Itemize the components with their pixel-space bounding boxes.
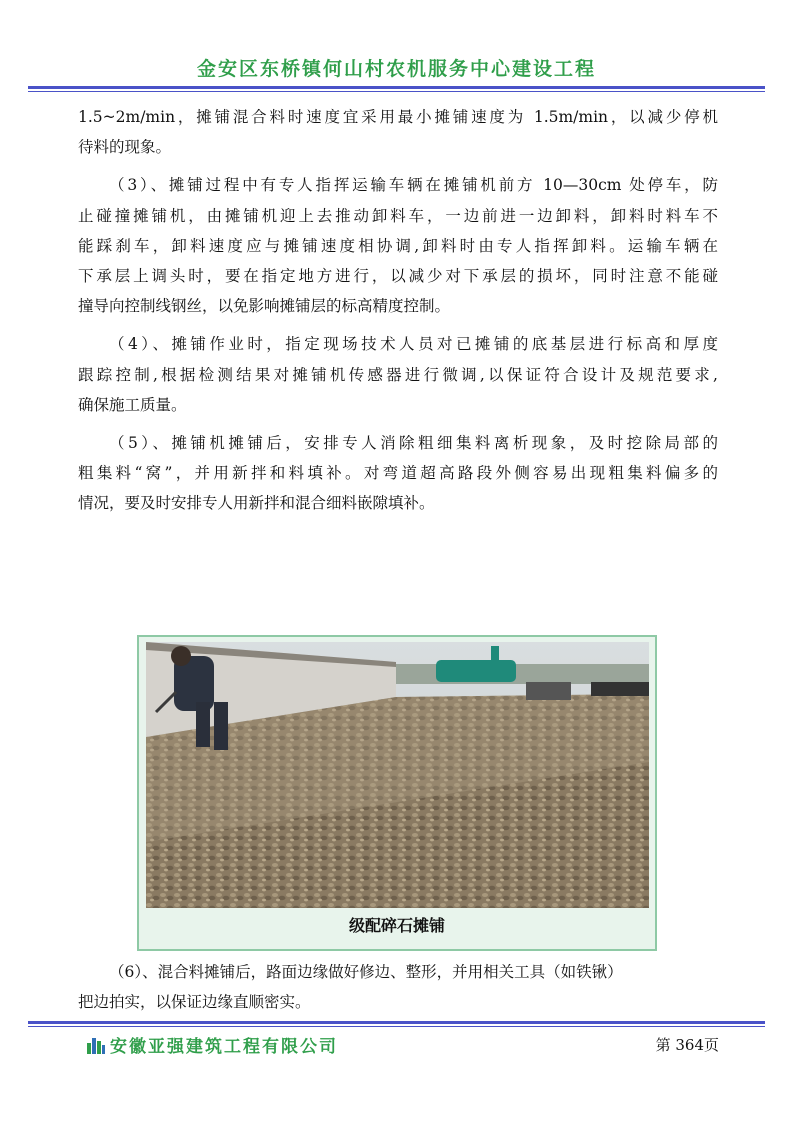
figure-caption: 级配碎石摊铺 <box>348 916 445 935</box>
construction-photo <box>146 642 649 908</box>
gravel-paving-photo-icon <box>146 642 649 908</box>
final-paragraph <box>78 957 718 1017</box>
figure <box>137 635 657 951</box>
text-line: 待料的现象。 <box>78 138 172 157</box>
text-line: 情况，要及时安排专人用新拌和混合细料嵌隙填补。 <box>78 494 435 513</box>
building-logo-icon <box>86 1035 106 1055</box>
header-title: 金安区东桥镇何山村农机服务中心建设工程 <box>196 58 596 80</box>
paragraph-2 <box>78 170 718 321</box>
text-line: （3）、摊铺过程中有专人指挥运输车辆在摊铺机前方 10—30cm 处停车，防 <box>109 176 718 195</box>
text-line: （6）、混合料摊铺后，路面边缘做好修边、整形，并用相关工具（如铁锹） <box>109 963 623 981</box>
footer-company <box>86 1032 338 1057</box>
header-rule <box>28 86 765 89</box>
paragraph-1 <box>78 102 718 162</box>
header-rule-thin <box>28 91 765 92</box>
text-line: 粗集料“窝”，并用新拌和料填补。对弯道超高路段外侧容易出现粗集料偏多的 <box>78 464 718 483</box>
text-line: 下承层上调头时，要在指定地方进行，以减少对下承层的损坏，同时注意不能碰 <box>78 267 718 286</box>
text-line: 止碰撞摊铺机，由摊铺机迎上去推动卸料车，一边前进一边卸料，卸料时料车不 <box>78 206 718 225</box>
text-line: 把边拍实，以保证边缘直顺密实。 <box>78 993 311 1012</box>
paragraph-4 <box>78 428 718 519</box>
text-line: （4）、摊铺作业时，指定现场技术人员对已摊铺的底基层进行标高和厚度 <box>109 335 718 354</box>
footer-rule <box>28 1021 765 1024</box>
body-text <box>78 102 718 527</box>
text-line: （5）、摊铺机摊铺后，安排专人消除粗细集料离析现象，及时挖除局部的 <box>109 434 718 453</box>
footer-rule-thin <box>28 1026 765 1027</box>
text-line: 撞导向控制线钢丝，以免影响摊铺层的标高精度控制。 <box>78 297 451 316</box>
text-line: 确保施工质量。 <box>78 395 187 414</box>
text-line: 跟踪控制,根据检测结果对摊铺机传感器进行微调,以保证符合设计及规范要求, <box>78 365 718 384</box>
company-name: 安徽亚强建筑工程有限公司 <box>110 1037 338 1057</box>
text-line: 能踩刹车，卸料速度应与摊铺速度相协调,卸料时由专人指挥卸料。运输车辆在 <box>78 236 718 255</box>
paragraph-3 <box>78 329 718 420</box>
text-line: 1.5~2m/min，摊铺混合料时速度宜采用最小摊铺速度为 1.5m/min，以减少停机 <box>78 108 718 126</box>
page-number: 第 364页 <box>655 1036 719 1054</box>
